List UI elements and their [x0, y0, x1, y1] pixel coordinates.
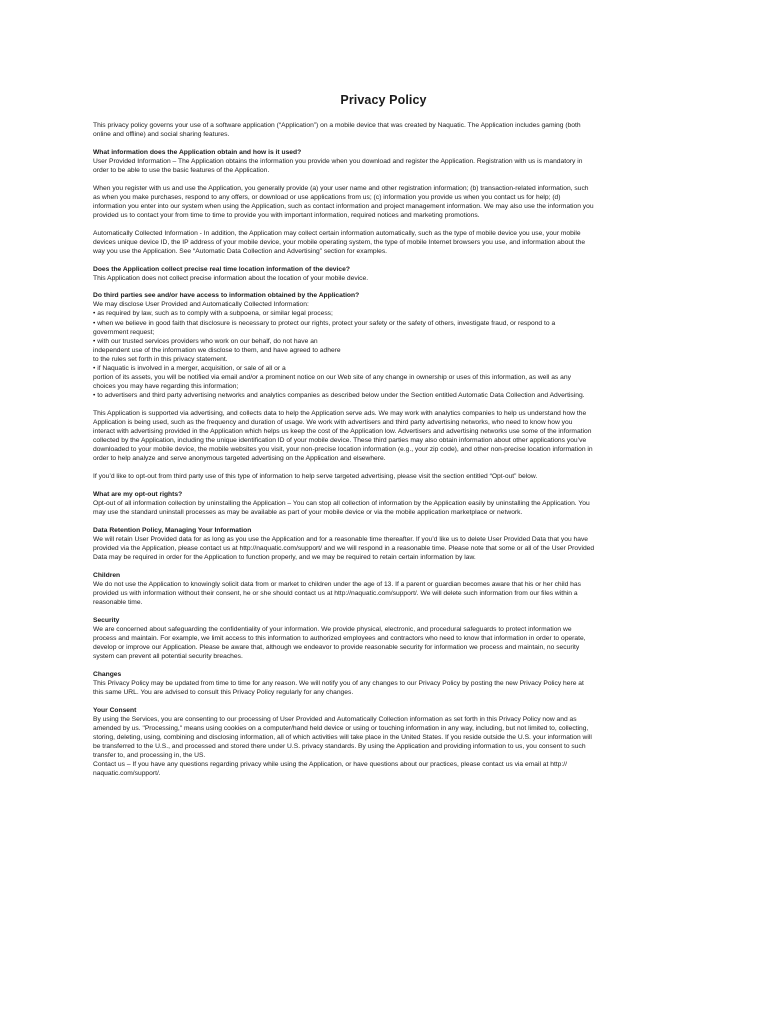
paragraph-line: to the rules set forth in this privacy statement. — [93, 355, 228, 363]
paragraph-line: If you’d like to opt-out from third party use of this type of information to help serve targeted advertising, please visit the section entitled “Opt-out” below. — [93, 473, 538, 481]
paragraph-line: amended by us. "Processing," means using cookies on a computer/hand held device or using or touching information in any way, including, but not limited to, collecting, — [93, 724, 589, 732]
paragraph-line: naquatic.com/support/. — [93, 770, 161, 778]
section-heading: What information does the Application obtain and how is it used? — [93, 148, 302, 156]
paragraph-line: collected by the Application, including the unique identification ID of your mobile device. These third parties may also obtain information about other applications you’ve — [93, 437, 587, 445]
paragraph-line: be transferred to the U.S., and processed and stored there under U.S. privacy standards. By using the Application and providing information to us, you consent to such — [93, 742, 586, 750]
paragraph-line: devices unique device ID, the IP address of your mobile device, your mobile operating system, the type of mobile Internet browsers you use, and information about the — [93, 238, 586, 246]
paragraph-line: • to advertisers and third party advertising networks and analytics companies as described below under the Section entitled Automatic Data Collection and Advertising. — [93, 392, 585, 400]
paragraph — [93, 265, 674, 283]
paragraph — [93, 148, 674, 175]
paragraph-line: transfer to, and processing in, the US. — [93, 752, 206, 760]
paragraph — [93, 409, 674, 464]
paragraph — [93, 490, 674, 517]
document-body — [93, 121, 674, 778]
paragraph — [93, 706, 674, 779]
section-heading: Changes — [93, 670, 122, 678]
paragraph-line: online and offline) and social sharing features. — [93, 131, 230, 139]
paragraph-line: provided via the Application, please contact us at http://naquatic.com/support/ and we will respond in a reasonable time. Please note that some or all of the User Provided — [93, 544, 595, 552]
paragraph-line: storing, deleting, using, combining and disclosing information, all of which activities will take place in the United States. If you reside outside the U.S. your information will — [93, 733, 592, 741]
paragraph-line: provided us to contact your from time to time to provide you with important information, required notices and marketing promotions. — [93, 211, 480, 219]
paragraph-line: independent use of the information we disclose to them, and have agreed to adhere — [93, 346, 341, 354]
paragraph-line: portion of its assets, you will be notified via email and/or a prominent notice on our Web site of any change in ownership or uses of this information, as well as any — [93, 374, 571, 382]
paragraph-line: This privacy policy governs your use of a software application (“Application”) on a mobile device that was created by Naquatic. The Application includes gaming (both — [93, 122, 581, 129]
paragraph — [93, 616, 674, 661]
paragraph-line: system can prevent all potential security breaches. — [93, 653, 243, 661]
paragraph-line: Opt-out of all information collection by uninstalling the Application – You can stop all collection of information by the Application easily by uninstalling the Application. You — [93, 499, 590, 507]
paragraph-line: downloaded to your mobile device, the mobile websites you visit, your non-precise location information (e.g., your zip code), and other non-precise location information in — [93, 446, 593, 454]
paragraph-line: This Application is supported via advertising, and collects data to help the Application serve ads. We may work with analytics companies to help us understand how the — [93, 410, 587, 417]
paragraph-line: We do not use the Application to knowingly solicit data from or market to children under the age of 13. If a parent or guardian becomes aware that his or her child has — [93, 580, 581, 588]
paragraph-line: This Application does not collect precise information about the location of your mobile device. — [93, 274, 369, 282]
paragraph-line: reasonable time. — [93, 598, 143, 606]
paragraph-line: way you use the Application. See “Automatic Data Collection and Advertising” section for examples. — [93, 247, 388, 255]
section-heading: Data Retention Policy, Managing Your Information — [93, 526, 252, 534]
paragraph-line: as when you make purchases, respond to any offers, or download or use applications from us; (c) information you provide us when you contact us for help; (d) — [93, 193, 561, 201]
paragraph — [93, 184, 674, 220]
section-heading: Does the Application collect precise real time location information of the device? — [93, 265, 350, 273]
paragraph — [93, 472, 674, 481]
paragraph-line: process and maintain. For example, we limit access to this information to authorized employees and contractors who need to know that information in order to operate, — [93, 634, 586, 642]
paragraph-line: Contact us – If you have any questions regarding privacy while using the Application, or have questions about our practices, please contact us via email at http:// — [93, 761, 567, 769]
paragraph-line: order to be able to use the basic features of the Application. — [93, 166, 270, 174]
paragraph-line: government request; — [93, 328, 155, 336]
paragraph-line: • with our trusted services providers who work on our behalf, do not have an — [93, 337, 318, 345]
paragraph-line: • if Naquatic is involved in a merger, acquisition, or sale of all or a — [93, 365, 286, 373]
paragraph — [93, 526, 674, 562]
paragraph-line: order to help analyze and serve anonymous targeted advertising on the Application and elsewhere. — [93, 455, 386, 463]
paragraph-line: By using the Services, you are consenting to our processing of User Provided and Automatically Collection information as set forth in this Privacy Policy now and as — [93, 715, 577, 723]
section-heading: Your Consent — [93, 706, 137, 714]
paragraph-line: Data may be required in order for the Application to function properly, and we may be required to retain certain information by law. — [93, 554, 476, 561]
page-title: Privacy Policy — [340, 93, 427, 107]
section-heading: What are my opt-out rights? — [93, 490, 183, 498]
paragraph-line: this same URL. You are advised to consult this Privacy Policy regularly for any changes. — [93, 688, 354, 696]
paragraph — [93, 121, 674, 139]
paragraph-line: User Provided Information – The Application obtains the information you provide when you download and register the Application. Registration with us is mandatory in — [93, 157, 583, 165]
section-heading: Do third parties see and/or have access to information obtained by the Application? — [93, 292, 360, 300]
paragraph-line: develop or improve our Application. Please be aware that, although we endeavor to provide reasonable security for information we process and maintain, no security — [93, 643, 580, 651]
paragraph-line: information you enter into our system when using the Application, such as contact information and project management information. We may also use the information you — [93, 202, 594, 210]
paragraph — [93, 670, 674, 697]
paragraph-line: We will retain User Provided data for as long as you use the Application and for a reasonable time thereafter. If you’d like us to delete User Provided Data that you have — [93, 535, 589, 543]
paragraph — [93, 229, 674, 256]
paragraph-line: choices you may have regarding this information; — [93, 383, 239, 391]
paragraph-line: provided us with information without their consent, he or she should contact us at http://naquatic.com/support/. We will delete such information from our files within a — [93, 589, 578, 597]
paragraph-line: When you register with us and use the Application, you generally provide (a) your user name and other registration information; (b) transaction-related information, such — [93, 184, 589, 192]
paragraph — [93, 571, 674, 607]
paragraph-line: We may disclose User Provided and Automatically Collected Information: — [93, 301, 309, 309]
paragraph-line: We are concerned about safeguarding the confidentiality of your information. We provide physical, electronic, and procedural safeguards to protect information we — [93, 625, 572, 633]
paragraph-line: This Privacy Policy may be updated from time to time for any reason. We will notify you of any changes to our Privacy Policy by posting the new Privacy Policy here at — [93, 679, 584, 687]
paragraph-line: • as required by law, such as to comply with a subpoena, or similar legal process; — [93, 310, 333, 318]
section-heading: Children — [93, 571, 121, 579]
section-heading: Security — [93, 616, 120, 624]
paragraph-line: interact with advertising provided in the Application which helps us keep the cost of the Application low. Advertisers and advertising networks use some of the information — [93, 428, 592, 436]
paragraph-line: Application is being used, such as the frequency and duration of usage. We work with advertisers and third party advertising networks, who need to know how you — [93, 419, 573, 427]
paragraph-line: may use the standard uninstall processes as may be available as part of your mobile device or via the mobile application marketplace or network. — [93, 509, 523, 517]
paragraph-line: Automatically Collected Information - In addition, the Application may collect certain information automatically, such as the type of mobile device you use, your mobile — [93, 229, 581, 237]
paragraph-line: • when we believe in good faith that disclosure is necessary to protect our rights, protect your safety or the safety of others, investigate fraud, or respond to a — [93, 319, 556, 327]
paragraph — [93, 291, 674, 400]
